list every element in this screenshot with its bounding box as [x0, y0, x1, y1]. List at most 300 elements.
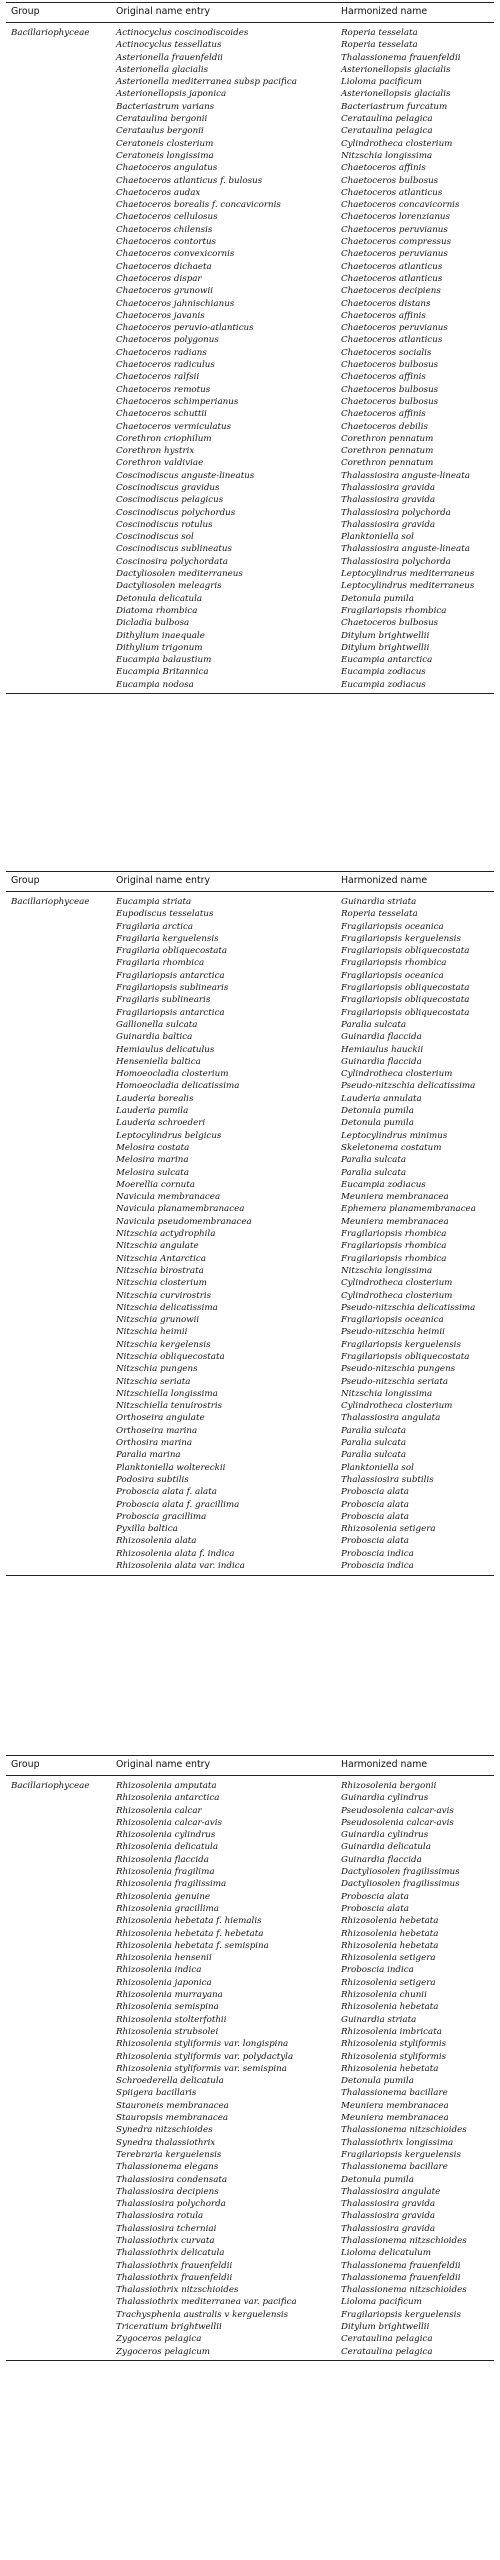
harmonized-name-cell: Fragilariopsis obliquecostata — [341, 1007, 470, 1018]
table-row — [6, 2309, 494, 2321]
table-row — [6, 1253, 494, 1265]
harmonized-name-cell: Detonula pumila — [341, 2076, 414, 2087]
table-row — [6, 273, 494, 285]
harmonized-name-cell: Chaetoceros atlanticus — [341, 273, 443, 284]
header-original-name: Original name entry — [116, 875, 211, 886]
harmonized-name-cell: Chaetoceros bulbosus — [341, 618, 439, 629]
table-row — [6, 150, 494, 162]
table-row — [6, 1044, 494, 1056]
table-row — [6, 556, 494, 568]
table-row — [6, 1240, 494, 1252]
harmonized-name-cell: Roperia tesselata — [341, 909, 418, 920]
original-name-cell: Hemiaulus delicatulus — [116, 1044, 215, 1055]
harmonized-name-cell: Thalassiosira polychorda — [341, 507, 451, 518]
table-row — [6, 982, 494, 994]
harmonized-name-cell: Rhizosolenia chunii — [341, 1990, 427, 2001]
original-name-cell: Fragilaria obliquecostata — [116, 946, 228, 957]
original-name-cell: Melosira sulcata — [116, 1167, 189, 1178]
table-row — [6, 654, 494, 666]
harmonized-name-cell: Proboscia alata — [341, 1487, 409, 1498]
table-row — [6, 175, 494, 187]
harmonized-name-cell: Nitzschia longissima — [341, 1388, 433, 1399]
table-row — [6, 2161, 494, 2173]
original-name-cell: Rhizosolenia calcar-avis — [116, 1817, 222, 1828]
original-name-cell: Rhizosolenia strubsolei — [116, 2026, 219, 2037]
harmonized-name-cell: Chaetoceros affinis — [341, 409, 426, 420]
harmonized-name-cell: Chaetoceros bulbosus — [341, 384, 439, 395]
table-row — [6, 2001, 494, 2013]
original-name-cell: Coscinodiscus gravidus — [116, 482, 220, 493]
harmonized-name-cell: Chaetoceros lorenzianus — [341, 212, 450, 223]
group-label: Bacillariophyceae — [11, 1781, 90, 1791]
table-row — [6, 1437, 494, 1449]
original-name-cell: Bacteriastrum varians — [116, 101, 215, 112]
table-row — [6, 2112, 494, 2124]
table-row — [6, 2284, 494, 2296]
table-row — [6, 2198, 494, 2210]
harmonized-name-cell: Rhizosolenia styliformis — [341, 2039, 447, 2050]
original-name-cell: Nitzschia kergelensis — [116, 1339, 211, 1350]
harmonized-name-cell: Thalassionema frauenfeldii — [341, 2272, 461, 2283]
header-rule — [6, 22, 494, 23]
original-name-cell: Rhizosolenia genuine — [116, 1891, 211, 1902]
harmonized-name-cell: Guinardia striata — [341, 897, 417, 907]
harmonized-name-cell: Leptocylindrus mediterraneus — [341, 569, 475, 580]
harmonized-name-cell: Ditylum brightwellii — [341, 2322, 430, 2333]
harmonized-name-cell: Cylindrotheca closterium — [341, 138, 453, 149]
harmonized-name-cell: Proboscia indica — [341, 1548, 414, 1559]
original-name-cell: Terebraria kerguelensis — [116, 2149, 222, 2160]
table-row — [6, 1290, 494, 1302]
original-name-cell: Ceratoneis longissima — [116, 150, 214, 161]
table-row — [6, 1080, 494, 1092]
original-name-cell: Melosira costata — [116, 1142, 190, 1153]
original-name-cell: Chaetoceros vermiculatus — [116, 421, 232, 432]
original-name-cell: Rhizosolenia calcar — [116, 1805, 202, 1816]
original-name-cell: Nitzschia heimii — [116, 1327, 188, 1338]
original-name-cell: Rhizosolenia hensenii — [116, 1953, 212, 1964]
harmonized-name-cell: Pseudosolenia calcar-avis — [341, 1805, 454, 1816]
harmonized-name-cell: Guinardia flaccida — [341, 1032, 422, 1043]
table-row — [6, 957, 494, 969]
harmonized-name-cell: Cerataulina pelagica — [341, 2334, 433, 2345]
table-row — [6, 261, 494, 273]
original-name-cell: Rhizosolenia styliformis var. polydactyla — [116, 2051, 294, 2062]
table-row — [6, 1412, 494, 1424]
original-name-cell: Trachysphenia australis v kerguelensis — [116, 2309, 289, 2320]
original-name-cell: Proboscia gracillima — [116, 1511, 207, 1522]
table-header — [6, 871, 494, 891]
original-name-cell: Rhizosolenia hebetata f. semispina — [116, 1940, 269, 1951]
table-row — [6, 519, 494, 531]
table-row — [6, 224, 494, 236]
original-name-cell: Rhizosolenia stolterfothii — [116, 2014, 227, 2025]
harmonized-name-cell: Pseudo-nitzschia delicatissima — [341, 1081, 476, 1092]
original-name-cell: Asterionellopsis japonica — [116, 89, 227, 100]
original-name-cell: Orthosira marina — [116, 1438, 193, 1449]
table-row — [6, 2063, 494, 2075]
table-row — [6, 248, 494, 260]
table-row — [6, 2075, 494, 2087]
original-name-cell: Actinocyclus tessellatus — [116, 40, 222, 51]
table-row — [6, 921, 494, 933]
harmonized-name-cell: Chaetoceros affinis — [341, 310, 426, 321]
original-name-cell: Asterionella mediterranea subsp pacifica — [116, 77, 297, 88]
header-original-name: Original name entry — [116, 6, 211, 17]
header-harmonized-name: Harmonized name — [341, 875, 428, 886]
harmonized-name-cell: Fragilariopsis rhombica — [341, 605, 447, 616]
table-row — [6, 2321, 494, 2333]
harmonized-name-cell: Chaetoceros distans — [341, 298, 431, 309]
harmonized-name-cell: Asterionellopsis glacialis — [341, 64, 451, 75]
harmonized-name-cell: Chaetoceros affinis — [341, 372, 426, 383]
harmonized-name-cell: Lauderia annulata — [341, 1093, 422, 1104]
harmonized-name-cell: Roperia tesselata — [341, 28, 418, 38]
table-row — [6, 113, 494, 125]
original-name-cell: Chaetoceros atlanticus f. bulosus — [116, 175, 263, 186]
original-name-cell: Nitzschia grunowii — [116, 1315, 200, 1326]
harmonized-name-cell: Thalassionema nitzschioides — [341, 2285, 467, 2296]
table-row — [6, 580, 494, 592]
harmonized-name-cell: Hemiaulus hauckii — [341, 1044, 424, 1055]
original-name-cell: Rhizosolenia styliformis var. semispina — [116, 2063, 287, 2074]
original-name-cell: Fragilaria kerguelensis — [116, 933, 219, 944]
original-name-cell: Rhizosolenia fragilima — [116, 1867, 215, 1878]
harmonized-name-cell: Eucampia zodiacus — [341, 1179, 426, 1190]
table-row — [6, 1891, 494, 1903]
original-name-cell: Orthoseira angulate — [116, 1413, 205, 1424]
original-name-cell: Rhizosolenia amputata — [116, 1781, 217, 1791]
original-name-cell: Podosira subtilis — [116, 1474, 189, 1485]
bottom-rule — [6, 693, 494, 694]
original-name-cell: Stauroneis membranacea — [116, 2100, 229, 2111]
table-row — [6, 2210, 494, 2222]
harmonized-name-cell: Rhizosolenia setigera — [341, 1953, 436, 1964]
original-name-cell: Nitzschia actydrophila — [116, 1229, 216, 1240]
harmonized-name-cell: Guinardia cylindrus — [341, 1793, 429, 1804]
harmonized-name-cell: Detonula pumila — [341, 2174, 414, 2185]
taxonomy-table-1 — [6, 2, 494, 857]
harmonized-name-cell: Dactyliosolen fragilissimus — [341, 1867, 460, 1878]
table-row — [6, 187, 494, 199]
harmonized-name-cell: Thalassiosira gravida — [341, 2211, 436, 2222]
original-name-cell: Proboscia alata f. gracillima — [116, 1499, 240, 1510]
table-row — [6, 994, 494, 1006]
original-name-cell: Chaetoceros angulatus — [116, 163, 218, 174]
harmonized-name-cell: Pseudo-nitzschia heimii — [341, 1327, 445, 1338]
harmonized-name-cell: Chaetoceros affinis — [341, 163, 426, 174]
original-name-cell: Detonula delicatula — [116, 593, 203, 604]
table-row — [6, 322, 494, 334]
harmonized-name-cell: Chaetoceros peruvianus — [341, 224, 448, 235]
table-row — [6, 359, 494, 371]
table-row — [6, 1363, 494, 1375]
table-row — [6, 531, 494, 543]
table-row — [6, 396, 494, 408]
table-row — [6, 494, 494, 506]
original-name-cell: Coscinosira polychordata — [116, 556, 228, 567]
original-name-cell: Chaetoceros schimperianus — [116, 396, 239, 407]
table-row — [6, 457, 494, 469]
original-name-cell: Triceratium brightwellii — [116, 2322, 222, 2333]
original-name-cell: Lauderia pumila — [116, 1106, 189, 1117]
bottom-rule — [6, 1575, 494, 1576]
harmonized-name-cell: Fragilariopsis obliquecostata — [341, 983, 470, 994]
original-name-cell: Chaetoceros dispar — [116, 273, 202, 284]
harmonized-name-cell: Rhizosolenia setigera — [341, 1977, 436, 1988]
table-row — [6, 543, 494, 555]
original-name-cell: Homoeocladia closterium — [116, 1069, 229, 1080]
harmonized-name-cell: Fragilariopsis kerguelensis — [341, 2149, 461, 2160]
harmonized-name-cell: Rhizosolenia hebetata — [341, 1928, 439, 1939]
table-row — [6, 1903, 494, 1915]
original-name-cell: Chaetoceros chilensis — [116, 224, 213, 235]
original-name-cell: Nitzschia obliquecostata — [116, 1351, 225, 1362]
original-name-cell: Thalassiosira rotula — [116, 2211, 204, 2222]
table-row — [6, 384, 494, 396]
table-row — [6, 421, 494, 433]
harmonized-name-cell: Paralia sulcata — [341, 1425, 407, 1436]
table-row — [6, 39, 494, 51]
original-name-cell: Henseniella baltica — [116, 1056, 201, 1067]
harmonized-name-cell: Bacteriastrum furcatum — [341, 101, 448, 112]
harmonized-name-cell: Thalassiosira angulate — [341, 2186, 441, 2197]
harmonized-name-cell: Nitzschia longissima — [341, 1265, 433, 1276]
harmonized-name-cell: Detonula pumila — [341, 1118, 414, 1129]
harmonized-name-cell: Pseudo-nitzschia delicatissima — [341, 1302, 476, 1313]
harmonized-name-cell: Rhizosolenia imbricata — [341, 2026, 442, 2037]
harmonized-name-cell: Skeletonema costatum — [341, 1142, 442, 1153]
table-row — [6, 1376, 494, 1388]
original-name-cell: Stauropsis membranacea — [116, 2113, 229, 2124]
table-row — [6, 347, 494, 359]
table-row — [6, 64, 494, 76]
harmonized-name-cell: Thalassionema frauenfeldii — [341, 52, 461, 63]
original-name-cell: Schroederella delicatula — [116, 2076, 224, 2087]
harmonized-name-cell: Roperia tesselata — [341, 40, 418, 51]
harmonized-name-cell: Eucampia zodiacus — [341, 679, 426, 690]
table-row — [6, 1031, 494, 1043]
original-name-cell: Synedra thalassiothrix — [116, 2137, 216, 2148]
harmonized-name-cell: Proboscia alata — [341, 1499, 409, 1510]
harmonized-name-cell: Pseudo-nitzschia seriata — [341, 1376, 448, 1387]
table-row — [6, 1056, 494, 1068]
harmonized-name-cell: Paralia sulcata — [341, 1019, 407, 1030]
harmonized-name-cell: Leptocylindrus minimus — [341, 1130, 448, 1141]
original-name-cell: Asterionella glacialis — [116, 64, 209, 75]
original-name-cell: Diatoma rhombica — [116, 605, 198, 616]
harmonized-name-cell: Guinardia cylindrus — [341, 1830, 429, 1841]
original-name-cell: Fragilariopsis sublinearis — [116, 983, 229, 994]
original-name-cell: Chaetoceros jahnischianus — [116, 298, 235, 309]
table-row — [6, 1989, 494, 2001]
harmonized-name-cell: Lioloma pacificum — [341, 2297, 422, 2308]
table-row — [6, 199, 494, 211]
table-row — [6, 1915, 494, 1927]
harmonized-name-cell: Rhizosolenia hebetata — [341, 1916, 439, 1927]
table-row — [6, 1068, 494, 1080]
harmonized-name-cell: Ditylum brightwellii — [341, 642, 430, 653]
table-row — [6, 605, 494, 617]
table-row — [6, 1977, 494, 1989]
original-name-cell: Navicula membranacea — [116, 1192, 221, 1203]
harmonized-name-cell: Corethron pennatum — [341, 458, 434, 469]
original-name-cell: Navicula planamembranacea — [116, 1204, 245, 1215]
table-row — [6, 1277, 494, 1289]
harmonized-name-cell: Cylindrotheca closterium — [341, 1069, 453, 1080]
original-name-cell: Nitzschia delicatissima — [116, 1302, 218, 1313]
harmonized-name-cell: Cerataulina pelagica — [341, 126, 433, 137]
harmonized-name-cell: Guinardia flaccida — [341, 1056, 422, 1067]
original-name-cell: Chaetoceros javanis — [116, 310, 205, 321]
table-row — [6, 1179, 494, 1191]
original-name-cell: Rhizosolenia alata f. indica — [116, 1548, 235, 1559]
table-row — [6, 1400, 494, 1412]
table-row — [6, 2149, 494, 2161]
harmonized-name-cell: Thalassiosira gravida — [341, 482, 436, 493]
harmonized-name-cell: Ditylum brightwellii — [341, 630, 430, 641]
table-row — [6, 1866, 494, 1878]
original-name-cell: Lauderia schroederi — [116, 1118, 206, 1129]
harmonized-name-cell: Proboscia alata — [341, 1536, 409, 1547]
original-name-cell: Corethron criophilum — [116, 433, 212, 444]
original-name-cell: Nitzschiella tenuirostris — [116, 1401, 223, 1412]
original-name-cell: Thalassiosira tcherniai — [116, 2223, 217, 2234]
original-name-cell: Thalassiothrix delicatula — [116, 2248, 225, 2259]
original-name-cell: Rhizosolenia flaccida — [116, 1854, 209, 1865]
harmonized-name-cell: Detonula pumila — [341, 593, 414, 604]
table-row — [6, 933, 494, 945]
original-name-cell: Zygoceros pelagica — [116, 2334, 202, 2345]
table-row — [6, 568, 494, 580]
table-row — [6, 2124, 494, 2136]
harmonized-name-cell: Fragilariopsis oceanica — [341, 921, 444, 932]
table-row — [6, 2014, 494, 2026]
table-row — [6, 1351, 494, 1363]
table-row — [6, 2260, 494, 2272]
table-row — [6, 482, 494, 494]
original-name-cell: Thalassiosira condensata — [116, 2174, 228, 2185]
original-name-cell: Coscinodiscus rotulus — [116, 519, 213, 530]
harmonized-name-cell: Lioloma pacificum — [341, 77, 422, 88]
original-name-cell: Nitzschia seriata — [116, 1376, 191, 1387]
original-name-cell: Thalassiothrix frauenfeldii — [116, 2272, 233, 2283]
table-row — [6, 408, 494, 420]
harmonized-name-cell: Cylindrotheca closterium — [341, 1278, 453, 1289]
table-row — [6, 1548, 494, 1560]
original-name-cell: Dithylium inaequale — [116, 630, 205, 641]
harmonized-name-cell: Rhizosolenia hebetata — [341, 2002, 439, 2013]
table-row — [6, 1093, 494, 1105]
original-name-cell: Thalassiosira polychorda — [116, 2199, 226, 2210]
header-rule — [6, 1775, 494, 1776]
table-row — [6, 1339, 494, 1351]
harmonized-name-cell: Detonula pumila — [341, 1106, 414, 1117]
original-name-cell: Rhizosolenia cylindrus — [116, 1830, 216, 1841]
original-name-cell: Rhizosolenia semispina — [116, 2002, 219, 2013]
table-row — [6, 1388, 494, 1400]
original-name-cell: Chaetoceros radiculus — [116, 360, 215, 371]
table-row — [6, 285, 494, 297]
original-name-cell: Chaetoceros convexicornis — [116, 249, 235, 260]
table-row — [6, 507, 494, 519]
original-name-cell: Gallionella sulcata — [116, 1019, 198, 1030]
table-row — [6, 1940, 494, 1952]
original-name-cell: Chaetoceros ralfsii — [116, 372, 200, 383]
original-name-cell: Proboscia alata f. alata — [116, 1487, 217, 1498]
original-name-cell: Fragilaris sublinearis — [116, 995, 211, 1006]
original-name-cell: Eupodiscus tesselatus — [116, 909, 214, 920]
table-row — [6, 2051, 494, 2063]
original-name-cell: Dactyliosolen mediterraneus — [116, 569, 243, 580]
harmonized-name-cell: Eucampia antarctica — [341, 655, 433, 666]
taxonomy-table-2 — [6, 871, 494, 1737]
harmonized-name-cell: Rhizosolenia styliformis — [341, 2051, 447, 2062]
bottom-rule — [6, 2360, 494, 2361]
original-name-cell: Fragilaria rhombica — [116, 958, 205, 969]
table-row — [6, 76, 494, 88]
table-row — [6, 1326, 494, 1338]
table-row — [6, 679, 494, 691]
harmonized-name-cell: Thalassiosira gravida — [341, 2199, 436, 2210]
original-name-cell: Rhizosolenia alata var. indica — [116, 1561, 245, 1572]
original-name-cell: Leptocylindrus belgicus — [116, 1130, 222, 1141]
original-name-cell: Fragilariopsis antarctica — [116, 1007, 225, 1018]
table-row — [6, 1142, 494, 1154]
original-name-cell: Nitzschia closterium — [116, 1278, 207, 1289]
harmonized-name-cell: Paralia sulcata — [341, 1450, 407, 1461]
harmonized-name-cell: Thalassiosira subtilis — [341, 1474, 434, 1485]
table-row — [6, 630, 494, 642]
table-row — [6, 1105, 494, 1117]
table-row — [6, 1462, 494, 1474]
original-name-cell: Thalassiothrix frauenfeldii — [116, 2260, 233, 2271]
table-row — [6, 1560, 494, 1572]
table-row — [6, 945, 494, 957]
original-name-cell: Rhizosolenia gracillima — [116, 1903, 219, 1914]
harmonized-name-cell: Proboscia alata — [341, 1511, 409, 1522]
table-row — [6, 2235, 494, 2247]
harmonized-name-cell: Thalassiothrix longissima — [341, 2137, 454, 2148]
table-row — [6, 470, 494, 482]
harmonized-name-cell: Planktoniella sol — [341, 532, 414, 543]
table-row — [6, 1841, 494, 1853]
harmonized-name-cell: Chaetoceros bulbosus — [341, 360, 439, 371]
harmonized-name-cell: Chaetoceros atlanticus — [341, 335, 443, 346]
original-name-cell: Guinardia baltica — [116, 1032, 193, 1043]
table-row — [6, 211, 494, 223]
table-row — [6, 1302, 494, 1314]
table-row — [6, 1007, 494, 1019]
harmonized-name-cell: Thalassionema nitzschioides — [341, 2125, 467, 2136]
table-row — [6, 2038, 494, 2050]
original-name-cell: Cerataulus bergonii — [116, 126, 204, 137]
original-name-cell: Navicula pseudomembranacea — [116, 1216, 252, 1227]
original-name-cell: Nitzschia curvirostris — [116, 1290, 212, 1301]
harmonized-name-cell: Thalassionema frauenfeldii — [341, 2260, 461, 2271]
table-row — [6, 1154, 494, 1166]
harmonized-name-cell: Cerataulina pelagica — [341, 2346, 433, 2357]
original-name-cell: Corethron hystrix — [116, 446, 195, 457]
harmonized-name-cell: Asterionellopsis glacialis — [341, 89, 451, 100]
harmonized-name-cell: Planktoniella sol — [341, 1462, 414, 1473]
harmonized-name-cell: Paralia sulcata — [341, 1438, 407, 1449]
table-row — [6, 1829, 494, 1841]
harmonized-name-cell: Thalassionema nitzschioides — [341, 2235, 467, 2246]
harmonized-name-cell: Dactyliosolen fragilissimus — [341, 1879, 460, 1890]
table-header — [6, 1755, 494, 1775]
original-name-cell: Planktoniella woltereckii — [116, 1462, 226, 1473]
